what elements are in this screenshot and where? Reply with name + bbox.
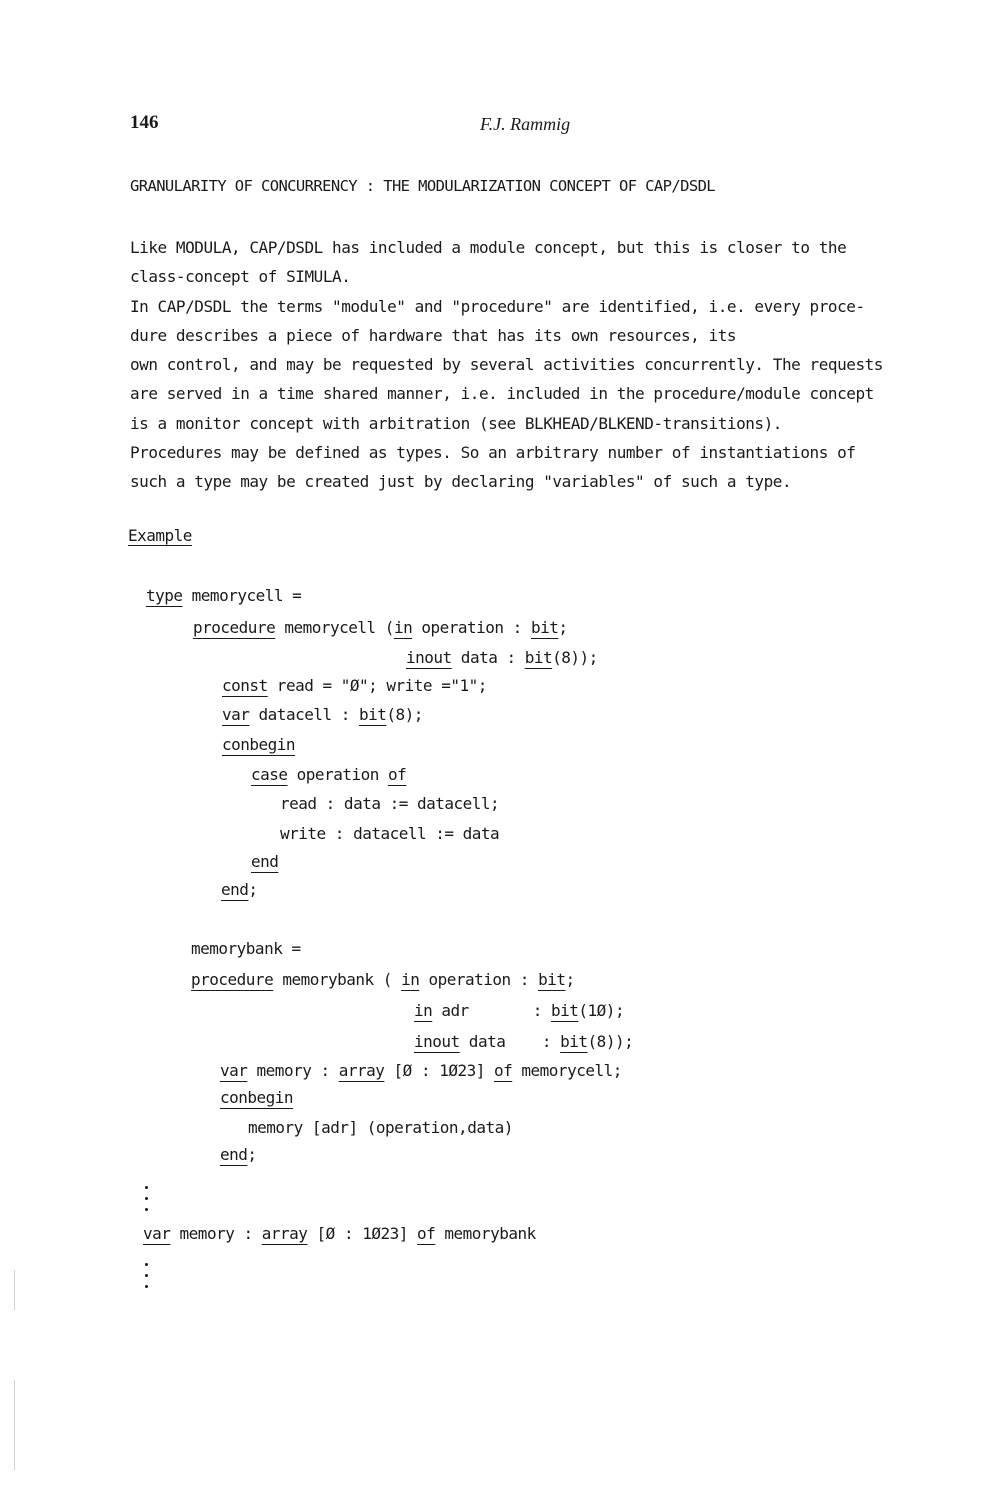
section-heading: GRANULARITY OF CONCURRENCY : THE MODULARIZATION CONCEPT OF CAP/DSDL [130,177,716,195]
code-text: operation : [412,618,531,637]
code-text: memory : [247,1061,339,1080]
code-keyword: procedure [193,618,276,637]
code-line [191,939,301,958]
paragraph-line: is a monitor concept with arbitration (see BLKHEAD/BLKEND-transitions). [130,413,782,433]
code-line [191,970,575,989]
code-keyword: type [146,586,183,605]
body-paragraph [130,233,950,497]
code-line [248,1118,513,1137]
code-line [251,765,406,784]
code-line [414,1032,633,1051]
code-keyword: bit [538,970,566,989]
code-text: write : datacell := data [280,824,500,843]
code-text: memorycell ( [275,618,394,637]
code-keyword: in [401,970,420,989]
code-keyword: bit [359,705,387,724]
paragraph-line: class-concept of SIMULA. [130,267,351,287]
code-line [222,676,487,695]
paragraph-line: such a type may be created just by declaring "variables" of such a type. [130,472,792,492]
ellipsis-vertical-mark [143,1263,151,1293]
code-keyword: of [388,765,407,784]
code-text: operation [287,765,388,784]
code-line [193,618,567,637]
code-keyword: conbegin [222,735,296,754]
code-text: (8); [386,705,423,724]
paragraph-line: are served in a time shared manner, i.e. included in the procedure/module concept [130,384,874,404]
code-keyword: end [221,880,249,899]
paragraph-line: Like MODULA, CAP/DSDL has included a module concept, but this is closer to the [130,238,847,257]
code-text: operation : [419,970,539,989]
code-text: memory [adr] (operation,data) [248,1118,513,1137]
code-keyword: case [251,765,288,784]
code-keyword: procedure [191,970,274,989]
code-keyword: var [143,1224,171,1243]
paragraph-line: In CAP/DSDL the terms "module" and "procedure" are identified, i.e. every proce- [130,296,865,316]
code-text: read = "Ø"; write ="1"; [267,676,487,695]
example-label: Example [128,526,192,545]
code-keyword: var [220,1061,248,1080]
code-keyword: inout [406,648,452,667]
code-text: memory : [170,1224,262,1243]
page-number: 146 [130,112,159,133]
code-keyword: array [261,1224,308,1243]
code-keyword: bit [551,1001,579,1020]
code-text: (8)); [587,1032,634,1051]
code-line [220,1145,257,1164]
code-line [146,586,301,605]
code-keyword: in [414,1001,433,1020]
code-text: adr : [432,1001,551,1020]
code-keyword: const [222,676,268,695]
scan-edge-mark [14,1270,15,1310]
code-text: data : [459,1032,561,1051]
code-keyword: end [251,852,279,871]
code-text: read : data := datacell; [280,794,500,813]
code-text: memorycell; [512,1061,622,1080]
code-keyword: var [222,705,250,724]
scan-edge-mark [14,1380,15,1470]
code-text: [Ø : 1Ø23] [307,1224,417,1243]
code-keyword: bit [530,618,559,637]
code-line [280,824,499,843]
code-text: memorybank ( [273,970,402,989]
code-line [220,1088,293,1107]
code-keyword: bit [560,1032,588,1051]
running-head-author: F.J. Rammig [480,114,571,134]
code-text: ; [248,880,258,899]
code-line [280,794,499,813]
ellipsis-vertical-mark [143,1186,151,1216]
code-text: (8)); [552,648,598,667]
code-text: memorybank = [191,939,301,958]
code-text: [Ø : 1Ø23] [384,1061,494,1080]
code-text: ; [565,970,575,989]
code-text: memorybank [435,1224,536,1243]
paragraph-line: dure describes a piece of hardware that has its own resources, its [130,325,737,345]
page-header [130,112,920,142]
code-line [222,735,295,754]
code-text: data : [451,648,525,667]
code-line [414,1001,624,1020]
code-line [143,1224,536,1243]
code-text: ; [247,1145,257,1164]
paragraph-line: Procedures may be defined as types. So an arbitrary number of instantiations of [130,443,856,463]
code-keyword: of [494,1061,513,1080]
code-line [222,705,423,724]
paragraph-line: own control, and may be requested by several activities concurrently. The requests [130,355,883,375]
code-keyword: in [393,618,413,637]
code-keyword: bit [524,648,553,667]
code-keyword: conbegin [220,1088,294,1107]
code-line [220,1061,622,1080]
code-keyword: end [220,1145,248,1164]
code-line [251,852,278,871]
code-line [406,648,598,667]
code-keyword: array [338,1061,385,1080]
code-text: ; [558,618,568,637]
code-line [221,880,258,899]
code-keyword: inout [414,1032,460,1051]
code-text: (1Ø); [578,1001,625,1020]
code-keyword: of [417,1224,436,1243]
code-text: memorycell = [182,586,302,605]
code-text: datacell : [249,705,359,724]
